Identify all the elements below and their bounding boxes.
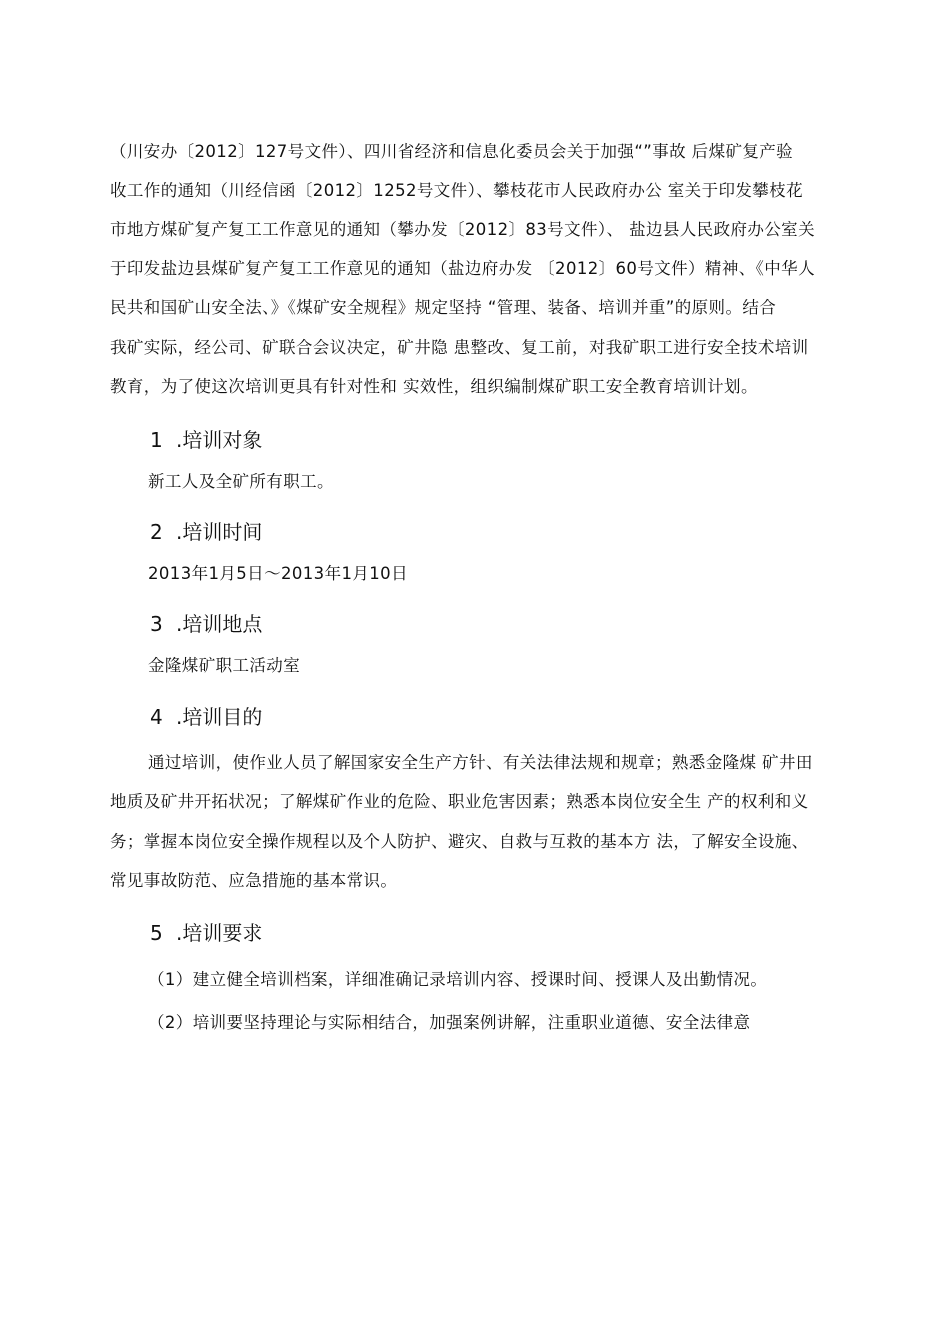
purpose-line-2: 地质及矿井开拓状况；了解煤矿作业的危险、职业危害因素；熟悉本岗位安全生 产的权利和义	[110, 792, 809, 811]
section-heading-place	[150, 612, 262, 636]
section-title: .培训要求	[176, 921, 263, 945]
purpose-line-4: 常见事故防范、应急措施的基本常识。	[110, 871, 398, 890]
place-text: 金隆煤矿职工活动室	[148, 656, 301, 675]
section-heading-purpose	[150, 705, 262, 729]
intro-line-6: 我矿实际，经公司、矿联合会议决定，矿井隐 患整改、复工前，对我矿职工进行安全技术培训	[110, 338, 809, 357]
section-title: .培训目的	[176, 705, 263, 729]
section-title: .培训地点	[176, 612, 263, 636]
section-number: 4	[150, 705, 163, 729]
intro-line-5: 民共和国矿山安全法、》《煤矿安全规程》规定坚持 “管理、装备、培训并重”的原则。结合	[110, 298, 777, 317]
section-title: .培训对象	[176, 428, 263, 452]
section-number: 2	[150, 520, 163, 544]
section-heading-time	[150, 520, 262, 544]
intro-line-3: 市地方煤矿复产复工工作意见的通知（攀办发〔2012〕83号文件）、 盐边县人民政府办公室关	[110, 220, 815, 239]
requirement-item-2: （2）培训要坚持理论与实际相结合，加强案例讲解，注重职业道德、安全法律意	[148, 1013, 751, 1032]
intro-line-1: （川安办〔2012〕127号文件）、四川省经济和信息化委员会关于加强“”事故 后煤矿复产验	[110, 142, 794, 161]
section-number: 5	[150, 921, 163, 945]
purpose-line-1: 通过培训，使作业人员了解国家安全生产方针、有关法律法规和规章；熟悉金隆煤 矿井田	[148, 753, 813, 772]
purpose-line-3: 务；掌握本岗位安全操作规程以及个人防护、避灾、自救与互救的基本方 法，了解安全设施、	[110, 832, 809, 851]
requirement-item-1: （1）建立健全培训档案，详细准确记录培训内容、授课时间、授课人及出勤情况。	[148, 970, 768, 989]
section-number: 3	[150, 612, 163, 636]
time-text: 2013年1月5日～2013年1月10日	[148, 564, 408, 583]
intro-line-7: 教育，为了使这次培训更具有针对性和 实效性，组织编制煤矿职工安全教育培训计划。	[110, 377, 758, 396]
section-title: .培训时间	[176, 520, 263, 544]
intro-line-2: 收工作的通知（川经信函〔2012〕1252号文件）、攀枝花市人民政府办公 室关于印发攀枝花	[110, 181, 803, 200]
intro-line-4: 于印发盐边县煤矿复产复工工作意见的通知（盐边府办发 〔2012〕60号文件）精神、《中华人	[110, 259, 815, 278]
section-heading-requirements	[150, 921, 262, 945]
target-text: 新工人及全矿所有职工。	[148, 472, 334, 491]
section-heading-target	[150, 428, 262, 452]
section-number: 1	[150, 428, 163, 452]
